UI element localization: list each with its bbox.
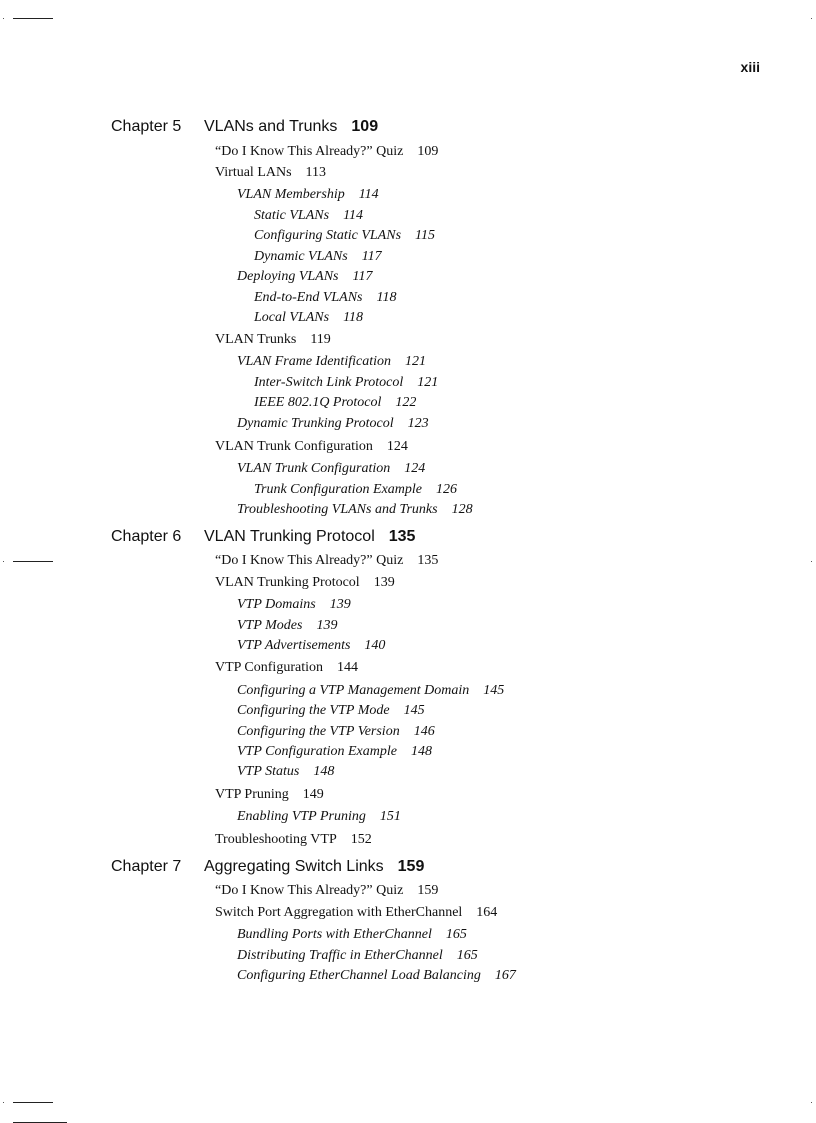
toc-entry bbox=[215, 439, 408, 455]
entry-page: 115 bbox=[415, 228, 435, 243]
entry-page: 117 bbox=[352, 269, 373, 284]
chapter-page: 135 bbox=[388, 528, 416, 545]
chapter-title-line bbox=[204, 528, 415, 546]
entry-title: Deploying VLANs bbox=[237, 269, 339, 284]
toc-entry bbox=[237, 744, 432, 760]
entry-title: Enabling VTP Pruning bbox=[237, 809, 366, 824]
register-dot bbox=[811, 561, 812, 562]
toc-entry bbox=[215, 905, 497, 921]
toc-entry bbox=[215, 787, 324, 803]
toc-entry bbox=[237, 638, 385, 654]
crop-mark-bottom-left-1 bbox=[13, 1102, 53, 1103]
entry-title: Troubleshooting VLANs and Trunks bbox=[237, 502, 438, 517]
entry-title: VTP Status bbox=[237, 764, 300, 779]
entry-title: Inter-Switch Link Protocol bbox=[254, 375, 404, 390]
chapter-title: VLAN Trunking Protocol bbox=[204, 528, 375, 545]
entry-page: 139 bbox=[329, 597, 351, 612]
toc-entry bbox=[237, 683, 504, 699]
toc-entry bbox=[254, 375, 438, 391]
entry-page: 148 bbox=[313, 764, 335, 779]
toc-entry bbox=[254, 249, 382, 265]
entry-title: VTP Configuration Example bbox=[237, 744, 397, 759]
entry-title: “Do I Know This Already?” Quiz bbox=[215, 883, 404, 898]
toc-entry bbox=[215, 144, 438, 160]
entry-page: 149 bbox=[302, 787, 324, 802]
entry-title: VLAN Trunk Configuration bbox=[237, 461, 391, 476]
toc-entry bbox=[215, 883, 438, 899]
entry-page: 165 bbox=[445, 927, 467, 942]
entry-page: 145 bbox=[403, 703, 425, 718]
register-dot bbox=[3, 1102, 4, 1103]
toc-entry bbox=[215, 832, 372, 848]
entry-page: 140 bbox=[364, 638, 386, 653]
entry-title: Configuring a VTP Management Domain bbox=[237, 683, 470, 698]
toc-entry bbox=[254, 208, 363, 224]
toc-entry bbox=[254, 310, 363, 326]
toc-entry bbox=[237, 597, 351, 613]
chapter-label: Chapter 5 bbox=[111, 118, 182, 135]
entry-page: 128 bbox=[451, 502, 473, 517]
entry-title: Trunk Configuration Example bbox=[254, 482, 422, 497]
toc-entry bbox=[254, 290, 396, 306]
entry-title: “Do I Know This Already?” Quiz bbox=[215, 553, 404, 568]
entry-title: Configuring Static VLANs bbox=[254, 228, 402, 243]
entry-page: 151 bbox=[379, 809, 401, 824]
entry-page: 135 bbox=[417, 553, 439, 568]
entry-title: VLAN Trunk Configuration bbox=[215, 439, 373, 454]
register-dot bbox=[3, 561, 4, 562]
toc-entry bbox=[237, 703, 425, 719]
chapter-title: Aggregating Switch Links bbox=[204, 858, 384, 875]
entry-page: 144 bbox=[336, 660, 358, 675]
toc-entry bbox=[237, 764, 334, 780]
crop-mark-top-left bbox=[13, 18, 53, 19]
entry-title: Dynamic VLANs bbox=[254, 249, 348, 264]
entry-page: 118 bbox=[343, 310, 364, 325]
entry-title: “Do I Know This Already?” Quiz bbox=[215, 144, 404, 159]
entry-title: VTP Configuration bbox=[215, 660, 323, 675]
entry-page: 117 bbox=[361, 249, 382, 264]
toc-entry bbox=[215, 332, 331, 348]
entry-title: Configuring the VTP Version bbox=[237, 724, 400, 739]
chapter-label: Chapter 6 bbox=[111, 528, 182, 545]
entry-title: Local VLANs bbox=[254, 310, 330, 325]
entry-page: 139 bbox=[316, 618, 338, 633]
chapter-title: VLANs and Trunks bbox=[204, 118, 338, 135]
entry-page: 114 bbox=[358, 187, 379, 202]
entry-title: VTP Domains bbox=[237, 597, 316, 612]
chapter-page: 159 bbox=[397, 858, 425, 875]
entry-page: 139 bbox=[373, 575, 395, 590]
toc-entry bbox=[237, 269, 372, 285]
toc-entry bbox=[254, 228, 435, 244]
entry-page: 124 bbox=[386, 439, 408, 454]
entry-title: Troubleshooting VTP bbox=[215, 832, 337, 847]
entry-page: 159 bbox=[417, 883, 439, 898]
entry-page: 165 bbox=[456, 948, 478, 963]
register-dot bbox=[811, 1102, 812, 1103]
entry-page: 145 bbox=[483, 683, 505, 698]
toc-entry bbox=[254, 482, 457, 498]
entry-title: Bundling Ports with EtherChannel bbox=[237, 927, 432, 942]
toc-entry bbox=[237, 502, 473, 518]
toc-entry bbox=[237, 724, 435, 740]
entry-title: IEEE 802.1Q Protocol bbox=[254, 395, 382, 410]
entry-title: Configuring the VTP Mode bbox=[237, 703, 390, 718]
entry-title: End-to-End VLANs bbox=[254, 290, 363, 305]
entry-page: 113 bbox=[305, 165, 327, 180]
entry-title: VTP Pruning bbox=[215, 787, 289, 802]
entry-page: 126 bbox=[436, 482, 457, 497]
chapter-page: 109 bbox=[351, 118, 379, 135]
chapter-heading bbox=[111, 118, 379, 136]
entry-title: Distributing Traffic in EtherChannel bbox=[237, 948, 443, 963]
entry-page: 164 bbox=[476, 905, 498, 920]
entry-page: 109 bbox=[417, 144, 439, 159]
toc-entry bbox=[215, 660, 358, 676]
entry-page: 114 bbox=[343, 208, 364, 223]
toc-entry bbox=[237, 809, 401, 825]
chapter-title-line bbox=[204, 118, 378, 136]
entry-title: Virtual LANs bbox=[215, 165, 292, 180]
toc-entry bbox=[237, 354, 426, 370]
entry-title: Dynamic Trunking Protocol bbox=[237, 416, 394, 431]
entry-page: 118 bbox=[376, 290, 397, 305]
chapter-heading bbox=[111, 528, 416, 546]
crop-mark-mid-left bbox=[13, 561, 53, 562]
chapter-title-line bbox=[204, 858, 424, 876]
chapter-label: Chapter 7 bbox=[111, 858, 182, 875]
entry-title: Switch Port Aggregation with EtherChannel bbox=[215, 905, 463, 920]
entry-title: Static VLANs bbox=[254, 208, 330, 223]
toc-entry bbox=[237, 948, 478, 964]
entry-page: 148 bbox=[410, 744, 432, 759]
entry-page: 122 bbox=[395, 395, 417, 410]
toc-entry bbox=[215, 165, 326, 181]
entry-page: 167 bbox=[494, 968, 516, 983]
page-number: xiii bbox=[740, 59, 760, 75]
register-dot bbox=[3, 18, 4, 19]
chapter-heading bbox=[111, 858, 425, 876]
entry-title: VLAN Membership bbox=[237, 187, 345, 202]
entry-title: VTP Advertisements bbox=[237, 638, 351, 653]
entry-page: 121 bbox=[417, 375, 439, 390]
toc-entry bbox=[237, 461, 425, 477]
toc-entry bbox=[215, 575, 395, 591]
entry-page: 124 bbox=[404, 461, 426, 476]
entry-title: VTP Modes bbox=[237, 618, 303, 633]
toc-entry bbox=[254, 395, 416, 411]
entry-title: VLAN Frame Identification bbox=[237, 354, 391, 369]
entry-page: 152 bbox=[350, 832, 372, 847]
entry-page: 119 bbox=[310, 332, 331, 347]
register-dot bbox=[811, 18, 812, 19]
toc-entry bbox=[237, 618, 337, 634]
entry-page: 121 bbox=[404, 354, 426, 369]
entry-title: Configuring EtherChannel Load Balancing bbox=[237, 968, 481, 983]
entry-page: 146 bbox=[413, 724, 435, 739]
entry-title: VLAN Trunks bbox=[215, 332, 297, 347]
entry-page: 123 bbox=[407, 416, 429, 431]
toc-entry bbox=[215, 553, 438, 569]
toc-entry bbox=[237, 968, 516, 984]
toc-entry bbox=[237, 416, 429, 432]
toc-entry bbox=[237, 187, 379, 203]
entry-title: VLAN Trunking Protocol bbox=[215, 575, 360, 590]
toc-entry bbox=[237, 927, 467, 943]
